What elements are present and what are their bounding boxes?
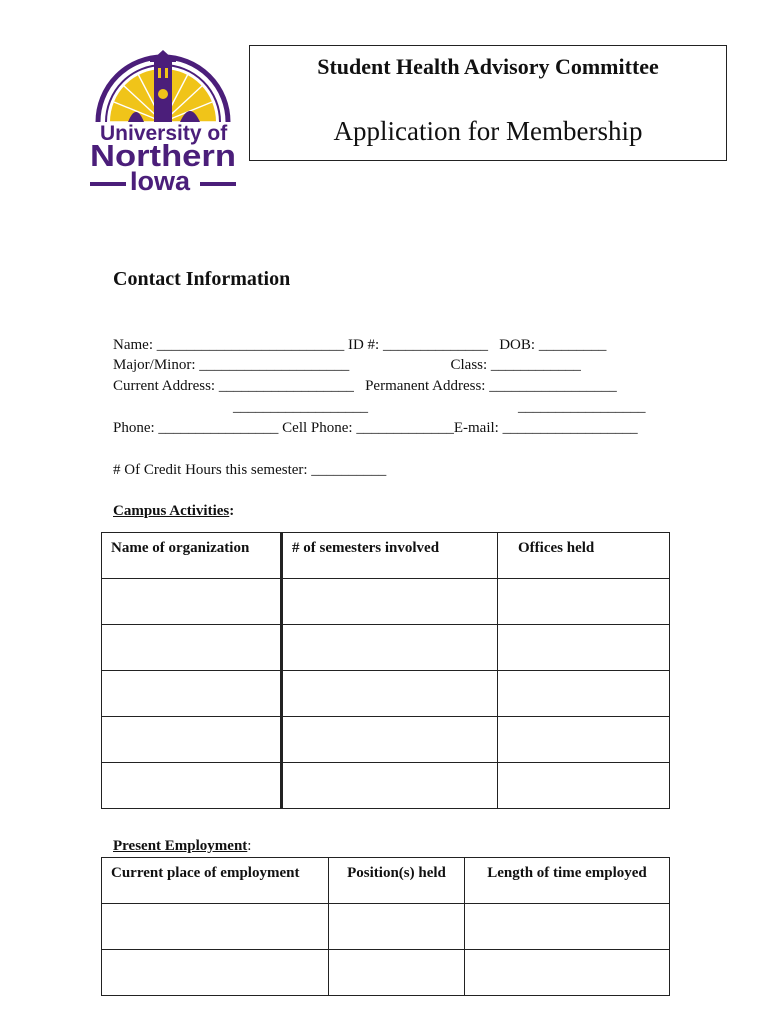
col-header-organization: Name of organization: [102, 533, 282, 579]
table-row: [102, 717, 670, 763]
wordmark: [90, 122, 236, 194]
table-cell[interactable]: [102, 579, 282, 625]
address-line[interactable]: Current Address: __________________ Permanent Address: _________________: [113, 378, 617, 394]
table-row: [102, 763, 670, 809]
table-cell[interactable]: [498, 671, 670, 717]
logo-text-northern: Northern: [90, 138, 236, 173]
uni-logo-graphic: [88, 42, 238, 194]
col-header-offices: Offices held: [498, 533, 670, 579]
table-cell[interactable]: [102, 671, 282, 717]
present-employment-heading: [113, 838, 251, 855]
col-header-place: Current place of employment: [102, 858, 329, 904]
committee-title: Student Health Advisory Committee: [317, 54, 659, 79]
table-header-row: [102, 533, 670, 579]
table-cell[interactable]: [102, 625, 282, 671]
contact-heading: Contact Information: [113, 268, 291, 290]
table-cell[interactable]: [282, 671, 498, 717]
employment-table: [101, 857, 670, 996]
credit-hours-line[interactable]: # Of Credit Hours this semester: __________: [113, 462, 387, 478]
table-cell[interactable]: [498, 625, 670, 671]
table-cell[interactable]: [465, 904, 670, 950]
campus-activities-heading: [113, 503, 234, 520]
table-row: [102, 904, 670, 950]
title-box: [249, 45, 727, 161]
col-header-positions: Position(s) held: [329, 858, 465, 904]
campus-activities-colon: :: [229, 503, 235, 519]
major-class-line[interactable]: Major/Minor: ____________________ Class: ____________: [113, 357, 581, 373]
table-cell[interactable]: [102, 904, 329, 950]
campus-activities-label: Campus Activities: [113, 503, 230, 519]
table-cell[interactable]: [102, 717, 282, 763]
table-cell[interactable]: [329, 904, 465, 950]
table-cell[interactable]: [465, 950, 670, 996]
table-cell[interactable]: [282, 625, 498, 671]
logo-text-university: University of: [100, 122, 228, 145]
campus-activities-table: [101, 532, 670, 809]
table-row: [102, 950, 670, 996]
col-header-semesters: # of semesters involved: [282, 533, 498, 579]
table-cell[interactable]: [282, 717, 498, 763]
address-line-2[interactable]: __________________ _________________: [233, 399, 646, 415]
phone-email-line[interactable]: Phone: ________________ Cell Phone: _____________E-mail: __________________: [113, 420, 638, 436]
table-cell[interactable]: [498, 579, 670, 625]
table-cell[interactable]: [282, 579, 498, 625]
university-logo: [88, 42, 238, 194]
table-cell[interactable]: [102, 763, 282, 809]
present-employment-label: Present Employment: [113, 838, 248, 854]
table-cell[interactable]: [102, 950, 329, 996]
table-cell[interactable]: [282, 763, 498, 809]
table-cell[interactable]: [498, 717, 670, 763]
table-row: [102, 625, 670, 671]
col-header-length: Length of time employed: [465, 858, 670, 904]
table-row: [102, 579, 670, 625]
present-employment-colon: :: [247, 838, 252, 854]
logo-text-iowa: Iowa: [130, 166, 191, 194]
table-cell[interactable]: [498, 763, 670, 809]
table-row: [102, 671, 670, 717]
application-title: Application for Membership: [333, 116, 643, 146]
table-cell[interactable]: [329, 950, 465, 996]
table-header-row: [102, 858, 670, 904]
name-id-dob-line[interactable]: Name: _________________________ ID #: ______________ DOB: _________: [113, 337, 607, 353]
